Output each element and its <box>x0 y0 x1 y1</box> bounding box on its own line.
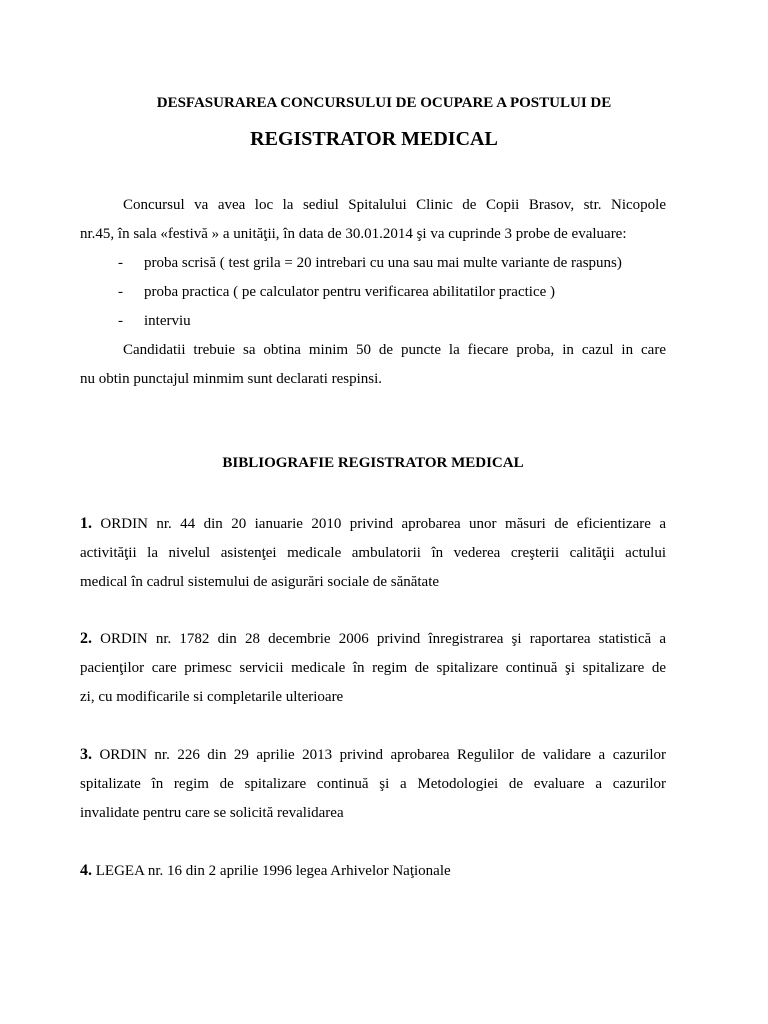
reference-item-4 <box>80 856 666 886</box>
document-heading-top: DESFASURAREA CONCURSULUI DE OCUPARE A POSTULUI DE <box>156 95 612 111</box>
reference-number: 4. <box>80 862 92 879</box>
list-dash: - <box>118 255 123 271</box>
reference-number: 2. <box>80 630 92 647</box>
list-item-written-test <box>118 249 622 278</box>
bibliography-title: BIBLIOGRAFIE REGISTRATOR MEDICAL <box>222 455 524 471</box>
candidates-line-2: nu obtin punctajul minmim sunt declarati respinsi. <box>80 371 383 387</box>
reference-line: ORDIN nr. 1782 din 28 decembrie 2006 privind înregistrarea şi raportarea statistică a <box>100 631 666 647</box>
reference-line: LEGEA nr. 16 din 2 aprilie 1996 legea Arhivelor Naţionale <box>95 863 451 879</box>
candidates-line-1: Candidatii trebuie sa obtina minim 50 de puncte la fiecare proba, in cazul in care <box>123 342 666 358</box>
reference-line: activităţii la nivelul asistenţei medicale ambulatorii în vederea creşterii calităţii actului <box>80 545 666 561</box>
reference-item-2 <box>80 624 666 712</box>
reference-item-3 <box>80 740 666 828</box>
reference-line: zi, cu modificarile si completarile ulterioare <box>80 689 344 705</box>
list-item-text: interviu <box>144 313 191 329</box>
reference-line: ORDIN nr. 44 din 20 ianuarie 2010 privind aprobarea unor măsuri de eficientizare a <box>100 516 666 532</box>
reference-line: medical în cadrul sistemului de asigurări sociale de sănătate <box>80 574 440 590</box>
reference-line: pacienţilor care primesc servicii medicale în regim de spitalizare continuă şi spitalizare de <box>80 660 666 676</box>
reference-line: spitalizate în regim de spitalizare continuă şi a Metodologiei de evaluare a cazurilor <box>80 776 666 792</box>
list-dash: - <box>118 284 123 300</box>
list-item-text: proba practica ( pe calculator pentru verificarea abilitatilor practice ) <box>144 284 556 300</box>
reference-number: 3. <box>80 746 92 763</box>
reference-number: 1. <box>80 515 92 532</box>
reference-item-1 <box>80 509 666 597</box>
reference-line: ORDIN nr. 226 din 29 aprilie 2013 privind aprobarea Regulilor de validare a cazurilor <box>99 747 666 763</box>
document-heading-main: REGISTRATOR MEDICAL <box>250 128 498 150</box>
list-dash: - <box>118 313 123 329</box>
candidates-paragraph <box>80 336 666 394</box>
list-item-interview <box>118 307 191 336</box>
intro-line-2: nr.45, în sala «festivă » a unităţii, în data de 30.01.2014 şi va cuprinde 3 probe de evaluare: <box>80 226 627 242</box>
intro-line-1: Concursul va avea loc la sediul Spitalului Clinic de Copii Brasov, str. Nicopole <box>123 197 666 213</box>
list-item-practical-test <box>118 278 555 307</box>
list-item-text: proba scrisă ( test grila = 20 intrebari cu una sau mai multe variante de raspuns) <box>144 255 622 271</box>
reference-line: invalidate pentru care se solicită revalidarea <box>80 805 344 821</box>
intro-paragraph <box>80 191 666 249</box>
